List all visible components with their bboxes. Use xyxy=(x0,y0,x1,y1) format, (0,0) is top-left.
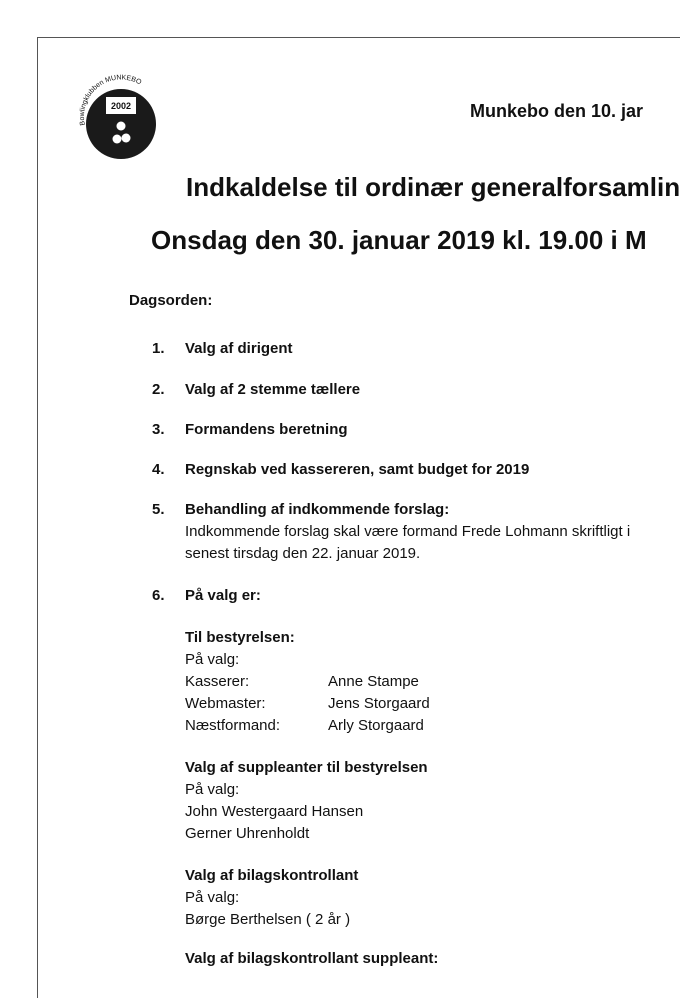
bilag-suppleant-heading: Valg af bilagskontrollant suppleant: xyxy=(185,950,439,967)
suppleant-name: Gerner Uhrenholdt xyxy=(185,825,310,842)
suppleant-name: John Westergaard Hansen xyxy=(185,803,364,820)
bilag-heading: Valg af bilagskontrollant xyxy=(185,867,359,884)
club-logo xyxy=(75,73,167,165)
bilag-pa-valg: På valg: xyxy=(185,889,240,906)
item-label: Regnskab ved kassereren, samt budget for 2019 xyxy=(185,461,530,478)
item-number: 5. xyxy=(152,501,165,518)
item-number: 3. xyxy=(152,421,165,438)
board-row xyxy=(185,673,419,690)
agenda-heading: Dagsorden: xyxy=(129,292,213,309)
agenda-item xyxy=(152,421,348,438)
item-label: Formandens beretning xyxy=(185,421,348,438)
board-row xyxy=(185,717,424,734)
item-label: Valg af dirigent xyxy=(185,340,293,357)
bowling-hole xyxy=(122,134,131,143)
agenda-item xyxy=(152,461,529,478)
agenda-item xyxy=(152,381,360,398)
item-number: 1. xyxy=(152,340,165,357)
board-name: Arly Storgaard xyxy=(328,717,424,734)
item-label: På valg er: xyxy=(185,587,261,604)
suppleanter-heading: Valg af suppleanter til bestyrelsen xyxy=(185,759,428,776)
agenda-item xyxy=(152,340,293,357)
board-pa-valg: På valg: xyxy=(185,651,240,668)
logo-year: 2002 xyxy=(110,101,132,111)
agenda-item xyxy=(152,501,449,518)
item-number: 4. xyxy=(152,461,165,478)
board-role: Kasserer: xyxy=(185,673,250,690)
item5-text-line: Indkommende forslag skal være formand Frede Lohmann skriftligt i xyxy=(185,523,631,540)
date-line: Munkebo den 10. jar xyxy=(470,101,644,121)
item-number: 6. xyxy=(152,587,165,604)
board-row xyxy=(185,695,430,712)
board-heading: Til bestyrelsen: xyxy=(185,629,295,646)
logo-ring-text: Bowlingklubben MUNKEBO xyxy=(78,74,143,126)
bowling-hole xyxy=(113,135,122,144)
item-label: Behandling af indkommende forslag: xyxy=(185,501,450,518)
bilag-name: Børge Berthelsen ( 2 år ) xyxy=(185,911,351,928)
item-label: Valg af 2 stemme tællere xyxy=(185,381,361,398)
agenda-item xyxy=(152,587,261,604)
item5-text-line: senest tirsdag den 22. januar 2019. xyxy=(185,545,421,562)
board-name: Jens Storgaard xyxy=(328,695,430,712)
board-name: Anne Stampe xyxy=(328,673,419,690)
board-role: Webmaster: xyxy=(185,695,266,712)
bowling-hole xyxy=(117,122,126,131)
title-line-1: Indkaldelse til ordinær generalforsamlin xyxy=(186,172,680,202)
item-number: 2. xyxy=(152,381,165,398)
title-line-2: Onsdag den 30. januar 2019 kl. 19.00 i M xyxy=(151,225,647,255)
board-role: Næstformand: xyxy=(185,717,281,734)
suppleanter-pa-valg: På valg: xyxy=(185,781,240,798)
